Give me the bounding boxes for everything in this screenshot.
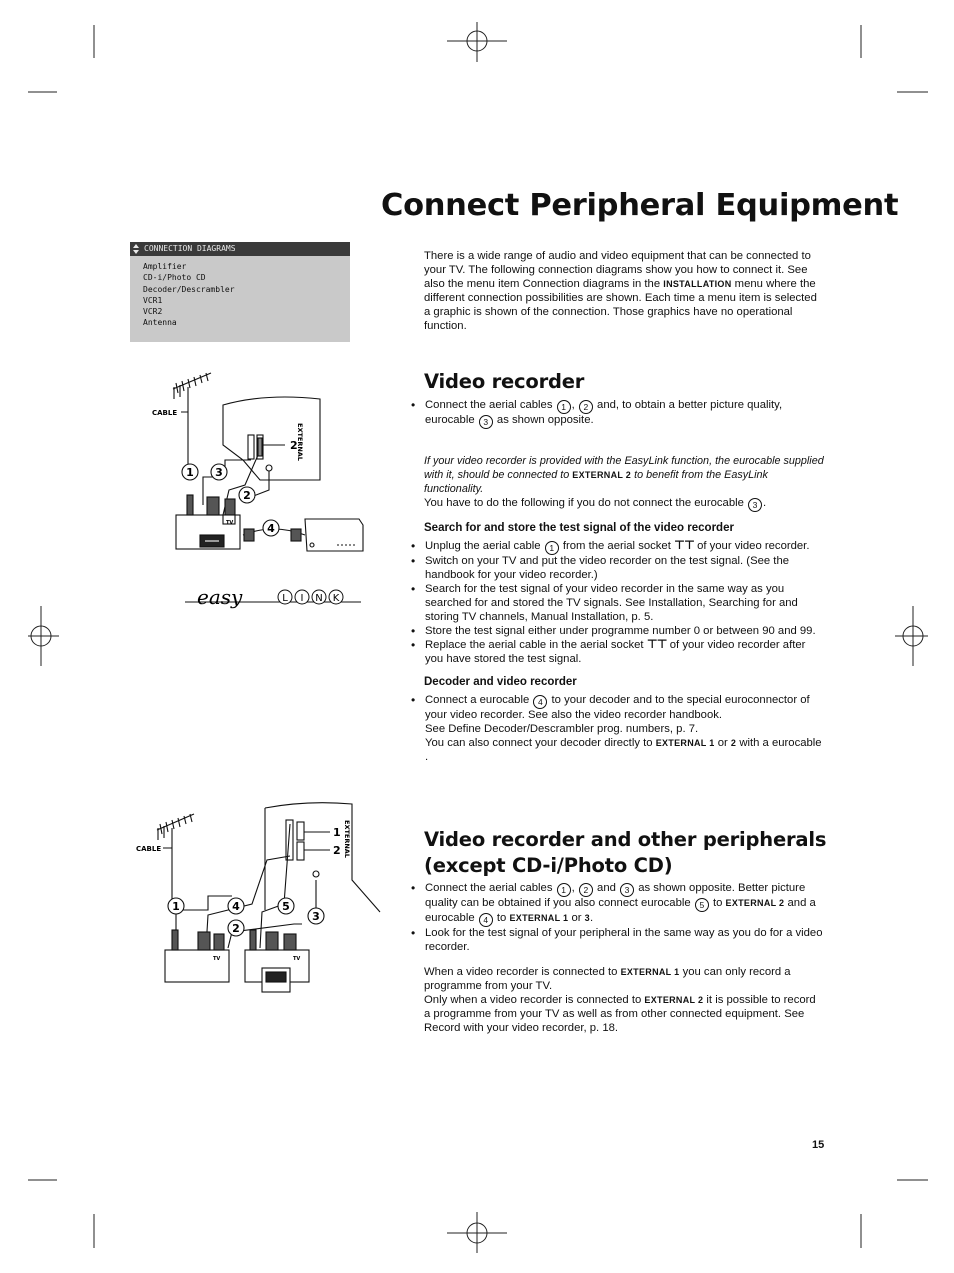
callout-3: 3	[748, 498, 762, 512]
menu-list	[143, 261, 235, 329]
callout-2: 2	[579, 400, 593, 414]
menu-header	[130, 242, 350, 256]
list-item: • Look for the test signal of your peripheral in the same way as you do for a video recorder.	[411, 927, 823, 955]
callout-4: 4	[533, 695, 547, 709]
page-title: Connect Peripheral Equipment	[381, 188, 899, 223]
decoder-heading: Decoder and video recorder	[424, 676, 577, 688]
list-item: • Unplug the aerial cable 1 from the aerial socket ⊤⊤ of your video recorder.	[411, 540, 823, 555]
easylink-letter: K	[332, 593, 340, 604]
menu-item[interactable]: VCR2	[143, 307, 163, 317]
callout-1: 1	[557, 883, 571, 897]
easylink-letter: I	[300, 593, 304, 604]
menu-item[interactable]: VCR1	[143, 295, 163, 305]
search-steps-list	[411, 540, 823, 667]
section-heading-other-peripherals: Video recorder and other peripherals (except CD-i/Photo CD)	[424, 828, 827, 877]
menu-item[interactable]: Amplifier	[143, 262, 187, 271]
cable-label: CABLE	[152, 409, 178, 417]
list-item: • Switch on your TV and put the video recorder on the test signal. (See the handbook for your video recorder.)	[411, 555, 823, 583]
other-notes: When a video recorder is connected to EXTERNAL 1 you can only record a programme from your TV. Only when a video recorder is connected to EXTERNAL 2 it is possible to record a programme from your TV as well as from other connected equipment. See Record with your video recorder, p. 18.	[424, 966, 816, 1034]
diagram-callout: 1	[172, 900, 180, 913]
menu-item[interactable]: Decoder/Descrambler	[143, 284, 235, 294]
callout-5: 5	[695, 898, 709, 912]
aerial-socket-icon: ⊤⊤	[646, 636, 667, 651]
tv-badge: TV	[293, 956, 301, 962]
diagram-callout: 3	[312, 910, 320, 923]
external-label: EXTERNAL	[296, 423, 304, 461]
list-item: • Replace the aerial cable in the aerial socket ⊤⊤ of your video recorder after you have stored the test signal.	[411, 639, 823, 667]
peripherals-connection-diagram	[132, 800, 382, 995]
external-label: EXTERNAL	[343, 820, 351, 858]
search-test-signal-heading: Search for and store the test signal of the video recorder	[424, 522, 734, 534]
callout-3: 3	[620, 883, 634, 897]
intro-paragraph: There is a wide range of audio and video equipment that can be connected to your TV. The following connection diagrams show you how to connect it. See also the menu item Connection diagrams in the INSTALLATION menu where the different connection possibilities are shown. Each time a menu item is selected a graphic is shown of the connection. Those graphics have no operational function.	[424, 250, 817, 332]
diagram-callout: 2	[243, 489, 251, 502]
connection-diagrams-menu	[130, 242, 350, 342]
diagram-callout: 5	[282, 900, 290, 913]
tv-badge: TV	[226, 520, 234, 526]
video-recorder-connection-diagram	[145, 365, 367, 560]
socket-label: 2	[290, 439, 298, 452]
list-item: • Connect the aerial cables 1 , 2 and 3 as shown opposite. Better picture quality can be obtained if you also connect eurocable 5 to EXTERNAL 2 and a eurocable 4 to EXTERNAL 1 or 3.	[411, 882, 823, 927]
callout-1: 1	[545, 541, 559, 555]
callout-3: 3	[479, 415, 493, 429]
diagram-callout: 1	[186, 466, 194, 479]
callout-4: 4	[479, 913, 493, 927]
list-item: • Store the test signal either under programme number 0 or between 90 and 99.	[411, 625, 823, 639]
external-1-label: EXTERNAL 1	[655, 737, 715, 748]
decoder-list	[411, 694, 823, 765]
vcr-connect-list	[411, 399, 823, 429]
easylink-letter: N	[315, 593, 323, 604]
eurocable-note: You have to do the following if you do not connect the eurocable 3 .	[424, 497, 767, 510]
diagram-callout: 2	[232, 922, 240, 935]
diagram-callout: 3	[215, 466, 223, 479]
list-item: • Search for the test signal of your video recorder in the same way as you searched for and stored the TV signals. See Installation, Searching for and storing TV channels, Manual Installation, p. 5.	[411, 583, 823, 625]
socket-label: 1	[333, 826, 341, 839]
menu-header-title: CONNECTION DIAGRAMS	[144, 244, 236, 253]
installation-menu-name: INSTALLATION	[663, 278, 732, 289]
easylink-logo	[185, 585, 361, 611]
easylink-note: If your video recorder is provided with the EasyLink function, the eurocable supplied with it, should be connected to EXTERNAL 2 to benefit from the EasyLink functionality.	[424, 455, 824, 495]
list-item: • Connect a eurocable 4 to your decoder and to the special euroconnector of your video recorder. See also the video recorder handbook. See Define Decoder/Descrambler prog. numbers, p. 7. You can also connect your decoder directly to EXTERNAL 1 or 2 with a eurocable .	[411, 694, 823, 765]
cable-label: CABLE	[136, 845, 162, 853]
diagram-callout: 4	[232, 900, 240, 913]
up-down-arrows-icon	[133, 244, 139, 254]
socket-label: 2	[333, 844, 341, 857]
antenna-icon	[173, 373, 211, 399]
callout-1: 1	[557, 400, 571, 414]
list-item: • Connect the aerial cables 1 , 2 and, to obtain a better picture quality, eurocable 3 as shown opposite.	[411, 399, 823, 429]
section-heading-video-recorder: Video recorder	[424, 370, 585, 393]
menu-item[interactable]: Antenna	[143, 318, 177, 328]
other-connect-list	[411, 882, 823, 955]
page-number: 15	[812, 1139, 825, 1151]
aerial-socket-icon: ⊤⊤	[673, 538, 694, 552]
diagram-callout: 4	[267, 522, 275, 535]
antenna-icon	[157, 814, 194, 840]
tv-badge: TV	[213, 956, 221, 962]
external-2-label: EXTERNAL 2	[572, 469, 632, 480]
easylink-word: easy	[197, 585, 243, 609]
callout-2: 2	[579, 883, 593, 897]
menu-item[interactable]: CD-i/Photo CD	[143, 273, 206, 283]
easylink-letter: L	[282, 593, 288, 604]
